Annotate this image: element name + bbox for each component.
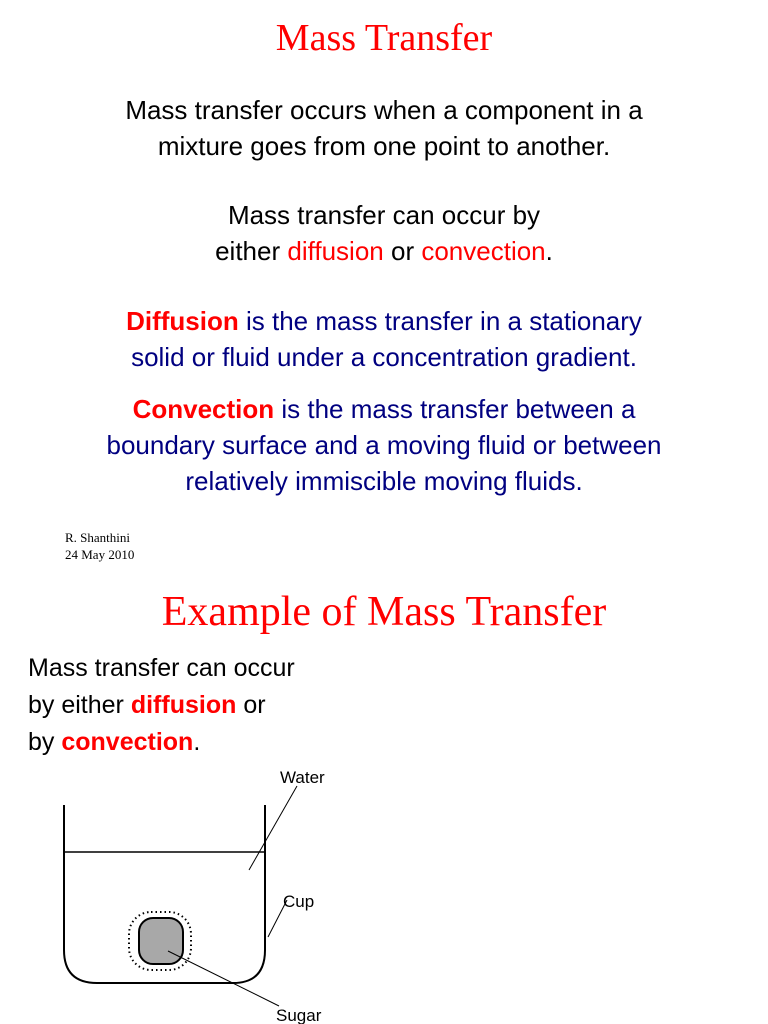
- convection-heading: Convection: [132, 394, 275, 424]
- diffusion-definition: [0, 303, 768, 375]
- occur-paragraph: [0, 197, 768, 269]
- example-text: [28, 650, 295, 761]
- slide-title: Example of Mass Transfer: [161, 589, 607, 635]
- definition-line: boundary surface and a moving fluid or between: [106, 430, 662, 460]
- date: 24 May 2010: [65, 547, 135, 562]
- occur-line: Mass transfer can occur by: [227, 200, 541, 230]
- cup-diagram: [0, 755, 768, 1024]
- definition-line: [0, 303, 768, 339]
- definition-text: is the mass transfer between a: [281, 394, 636, 424]
- water-leader-line: [249, 786, 297, 870]
- period: .: [193, 728, 201, 756]
- sugar-leader-line: [168, 951, 279, 1006]
- definition-text: is the mass transfer in a stationary: [245, 306, 642, 336]
- intro-line: mixture goes from one point to another.: [157, 131, 611, 161]
- definition-line: relatively immiscible moving fluids.: [185, 466, 583, 496]
- convection-term: convection: [61, 728, 194, 756]
- text-either: either: [215, 236, 281, 266]
- text-by: by: [28, 728, 55, 756]
- slide-title: Mass Transfer: [275, 17, 493, 59]
- occur-line: [0, 233, 768, 269]
- definition-line: solid or fluid under a concentration gradient.: [131, 342, 637, 372]
- example-line: [28, 687, 295, 724]
- label-cup: Cup: [283, 892, 315, 911]
- period: .: [545, 236, 553, 266]
- diffusion-term: diffusion: [130, 691, 237, 719]
- example-line: Mass transfer can occur: [28, 654, 295, 682]
- convection-definition: [0, 391, 768, 499]
- slide-example-mass-transfer: [0, 585, 768, 1024]
- text-or: or: [243, 691, 266, 719]
- intro-paragraph: [0, 92, 768, 164]
- diffusion-term: diffusion: [287, 236, 384, 266]
- label-water: Water: [280, 768, 325, 787]
- diffusion-heading: Diffusion: [126, 306, 239, 336]
- definition-line: [0, 391, 768, 427]
- label-sugar: Sugar: [276, 1006, 322, 1024]
- convection-term: convection: [421, 236, 546, 266]
- author: R. Shanthini: [65, 530, 131, 545]
- slide-credit: [65, 529, 134, 563]
- sugar-cube: [139, 918, 183, 964]
- text-by-either: by either: [28, 691, 124, 719]
- text-or: or: [390, 236, 415, 266]
- intro-line: Mass transfer occurs when a component in a: [125, 95, 643, 125]
